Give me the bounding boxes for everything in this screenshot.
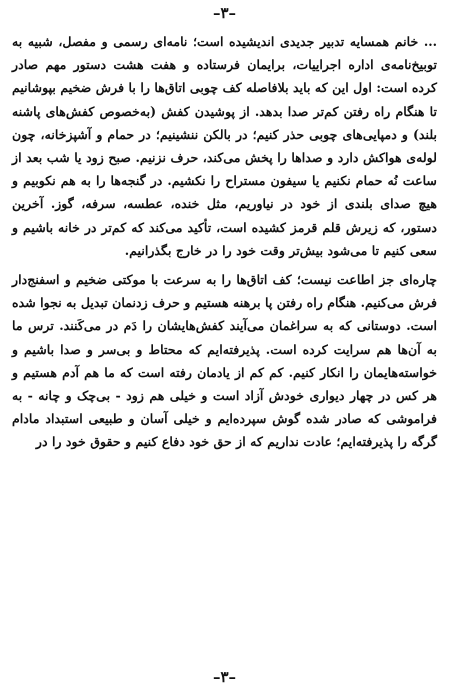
page-number-header: –۳– — [212, 4, 237, 22]
paragraph-2: چاره‌ای جز اطاعت نیست؛ کف اتاق‌ها را به سرعت با موکتی ضخیم و اسفنج‌دار فرش می‌کنیم. هنگام راه رفتن پا برهنه هستیم و حرف زدنمان تبدیل به نجوا شده است. دوستانی که به سراغمان می‌آیند کفش‌هایشان را دَم در می‌کَنند. ترس ما به آن‌ها هم سرایت کرده است. پذیرفته‌ایم که محتاط و بی‌سر و صدا باشیم و خواسته‌هایمان را انکار کنیم. کم کم از یادمان رفته است که ما هم آدم هستیم و هر کس در چهار دیواری خودش آزاد است و خیلی هم زود - بی‌چک و چانه - به فراموشی که صادر شده گوش سپرده‌ایم و خیلی آسان و طبیعی استبداد مادام گرگه را پذیرفته‌ایم؛ عادت نداریم که از حق خود دفاع کنیم و حقوق خود را در — [12, 272, 437, 450]
body-text — [12, 30, 437, 454]
page-number-footer: –۳– — [212, 668, 237, 686]
paragraph-1: ... خانم همسایه تدبیر جدیدی اندیشیده است؛ نامه‌ای رسمی و مفصل، شبیه به توبیخ‌نامه‌ی اداره اجراییات، برایمان فرستاده و هفت هشت دستور مهم صادر کرده است: اول این که باید بلافاصله کف چوبی اتاق‌ها را با فرش ضخیم بپوشانیم تا هنگام راه رفتن کم‌تر صدا بدهد. از پوشیدن کفش (به‌خصوص کفش‌های پاشنه بلند) و دمپایی‌های چوبی حذر کنیم؛ در بالکن ننشینیم؛ در حمام و آشپزخانه، چون لوله‌ی هواکش دارد و صداها را پخش می‌کند، حرف نزنیم. صبح زود یا شب بعد از ساعت نُه حمام نکنیم یا سیفون مستراح را نکشیم. در گنجه‌ها را به هم نکوبیم و هیچ صدای بلندی از خود در نیاوریم، مثل خنده، عطسه، سرفه، گوز. آخرین دستور، که زیرش قلم قرمز کشیده است، تأکید می‌کند که کم‌تر در خانه باشیم و سعی کنیم تا می‌شود بیش‌تر وقت خود را در خارج بگذرانیم. — [12, 34, 437, 258]
